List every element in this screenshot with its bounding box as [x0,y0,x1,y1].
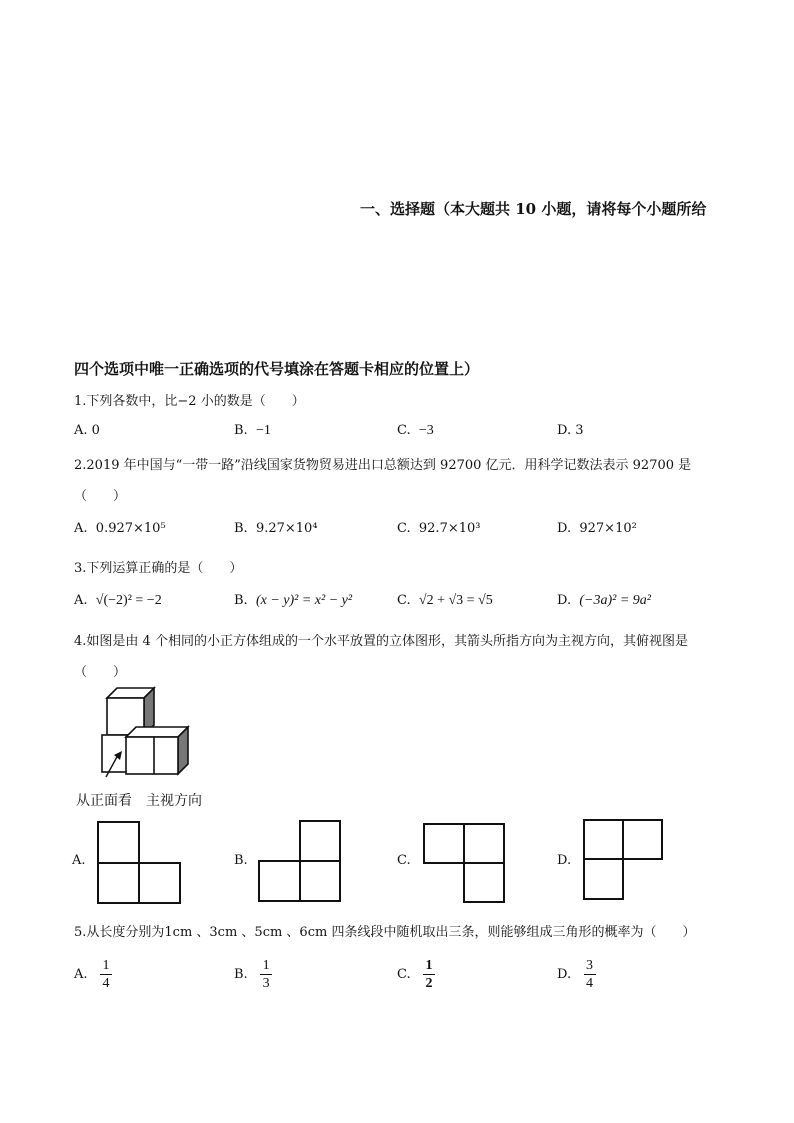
question-4-stem: 4.如图是由 4 个相同的小正方体组成的一个水平放置的立体图形，其箭头所指方向为主视方向，其俯视图是 [74,634,688,649]
q2-option-d: D. 927×10² [557,521,637,536]
section-title-continuation: 四个选项中唯一正确选项的代号填涂在答题卡相应的位置上） [74,360,480,378]
question-1-stem: 1.下列各数中，比−2 小的数是（ ） [74,394,305,409]
q2-option-b: B. 9.27×10⁴ [234,521,318,536]
q5-option-b: B. $\frac{1}{3}$ [234,958,272,991]
question-5-stem: 5.从长度分别为1cm 、3cm 、5cm 、6cm 四条线段中随机取出三条，则能够组成三角形的概率为（ ） [74,925,696,940]
q1-option-a: A. 0 [74,423,100,438]
cube-stack-figure [70,685,250,785]
q3-option-b: B. (x − y)² = x² − y² [234,593,353,608]
q1-option-c: C. −3 [397,423,434,438]
figure-caption: 从正面看 主视方向 [76,793,202,809]
q3-option-d: D. (−3a)² = 9a² [557,593,651,608]
q2-option-c: C. 92.7×10³ [397,521,481,536]
q4-option-c-label: C. [397,853,411,868]
question-3-stem: 3.下列运算正确的是（ ） [74,561,243,576]
q2-option-a: A. 0.927×10⁵ [74,521,166,536]
q1-option-b: B. −1 [234,423,271,438]
q5-option-c: C. $\frac{1}{2}$ [397,958,435,991]
question-2-stem: 2.2019 年中国与“一带一路”沿线国家货物贸易进出口总额达到 92700 亿元．用科学记数法表示 92700 是 [74,458,692,473]
q3-option-c: C. √2 + √3 = √5 [397,593,493,608]
question-2-stem-paren: （ ） [74,489,127,504]
q4-option-b-label: B. [234,853,248,868]
q4-option-a-label: A. [72,853,86,868]
q4-option-d-label: D. [557,853,572,868]
q5-option-a: A. $\frac{1}{4}$ [74,958,112,991]
q3-option-a: A. √(−2)² = −2 [74,593,162,608]
q1-option-d: D. 3 [557,423,584,438]
question-4-stem-paren: （ ） [74,665,127,680]
q5-option-d: D. $\frac{3}{4}$ [557,958,596,991]
section-title: 一、选择题（本大题共 10 小题，请将每个小题所给 [360,200,707,218]
